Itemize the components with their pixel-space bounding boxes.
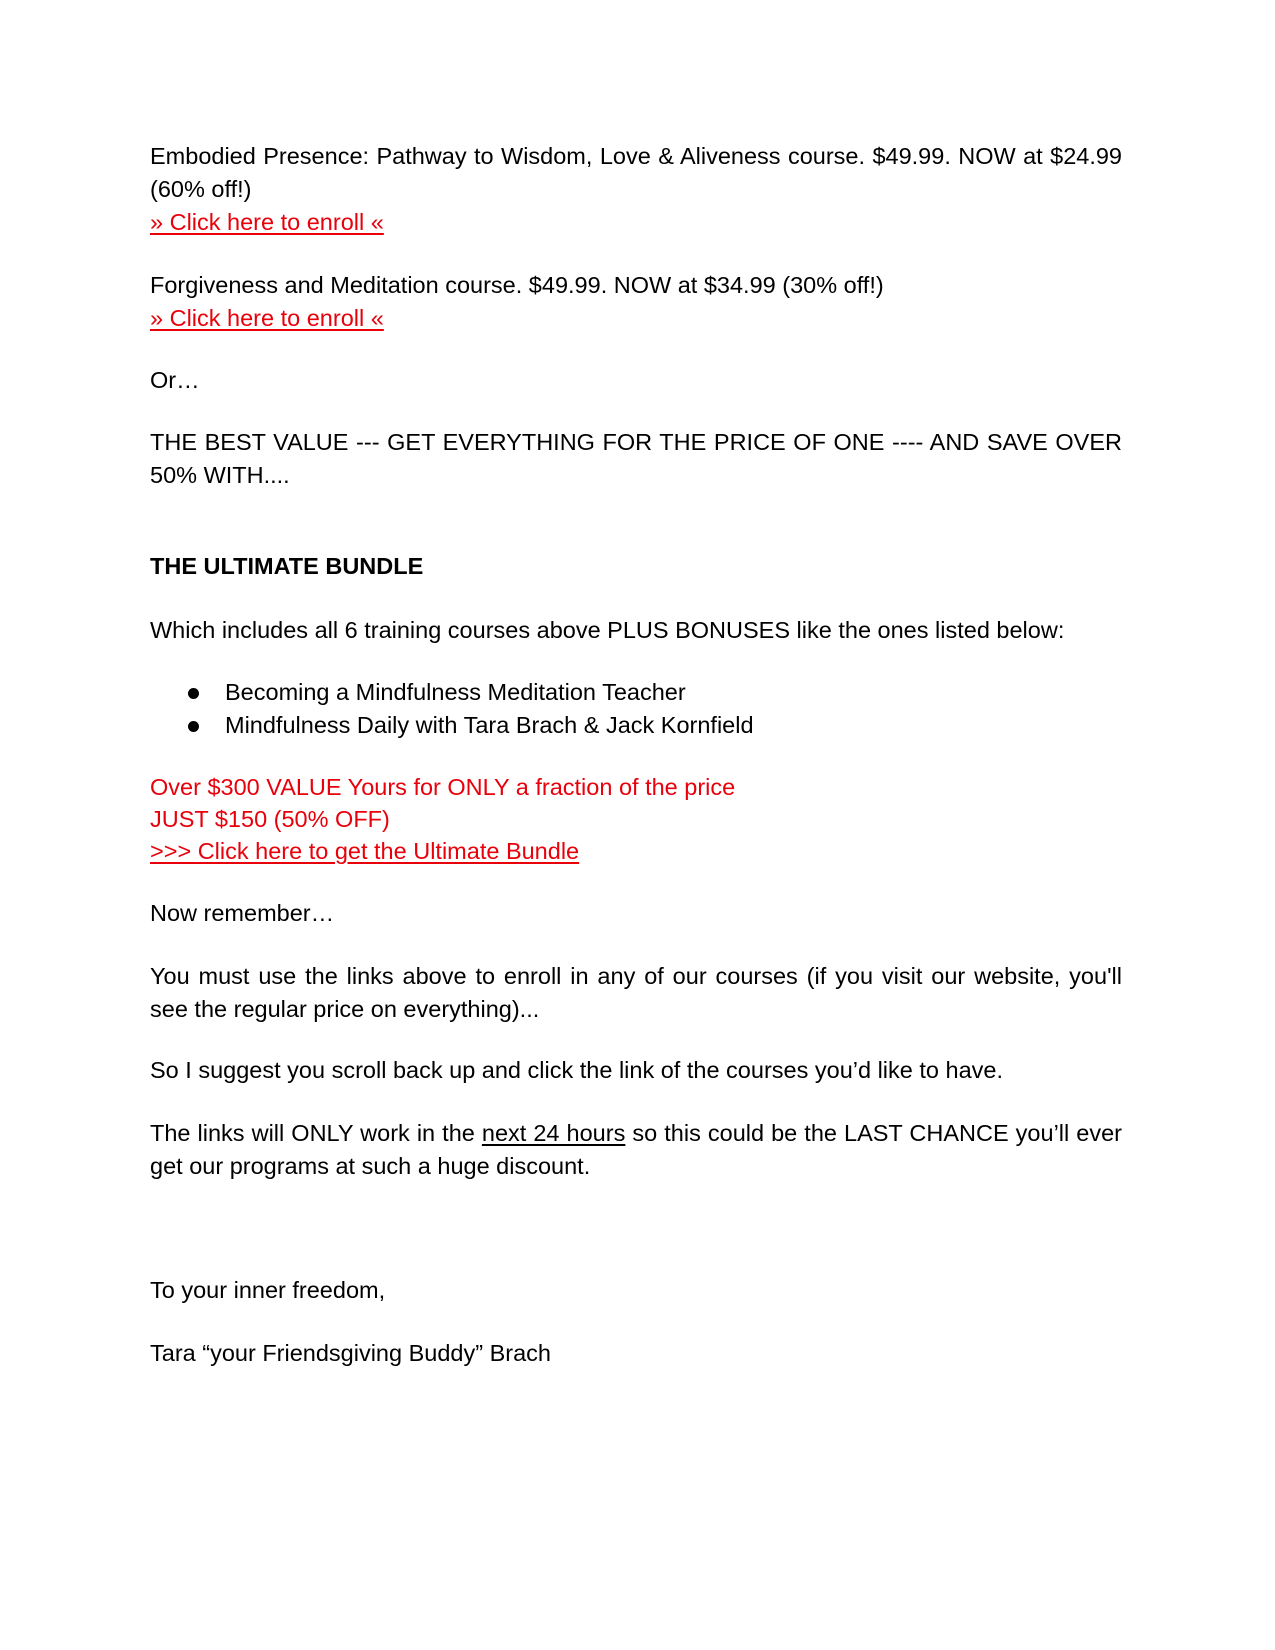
course-2-enroll-link[interactable]: » Click here to enroll «	[150, 305, 384, 331]
deadline-text-before: The links will ONLY work in the	[150, 1120, 482, 1146]
bonus-list	[150, 676, 1122, 742]
bullet-icon	[188, 688, 199, 699]
or-text: Or…	[150, 367, 200, 393]
bundle-link-paragraph	[150, 835, 1122, 868]
course-2-description: Forgiveness and Meditation course. $49.99. NOW at $34.99 (30% off!)	[150, 272, 884, 298]
course-2-enroll-paragraph	[150, 302, 1122, 335]
course-1-description: Embodied Presence: Pathway to Wisdom, Love & Aliveness course. $49.99. NOW at $24.99 (60% off!)	[150, 143, 1122, 202]
course-1-enroll-link[interactable]: » Click here to enroll «	[150, 209, 384, 235]
bullet-icon	[188, 721, 199, 732]
bonus-label: Mindfulness Daily with Tara Brach & Jack Kornfield	[225, 712, 754, 738]
deadline-emphasis: next 24 hours	[481, 1120, 626, 1146]
remember-text: Now remember…	[150, 900, 335, 926]
bonus-label: Becoming a Mindfulness Meditation Teacher	[225, 679, 686, 705]
signature-text: Tara “your Friendsgiving Buddy” Brach	[150, 1340, 551, 1366]
deadline-text-after: so this could be the LAST CHANCE you’ll ever get our programs at such a huge discount.	[150, 1120, 1123, 1179]
best-value-text: THE BEST VALUE --- GET EVERYTHING FOR THE PRICE OF ONE ---- AND SAVE OVER 50% WITH....	[150, 429, 1122, 488]
deadline-text	[150, 1117, 1122, 1183]
bundle-price-line: JUST $150 (50% OFF)	[150, 806, 390, 832]
course-1-enroll-paragraph	[150, 206, 1122, 239]
list-item	[150, 676, 1122, 709]
bundle-title: THE ULTIMATE BUNDLE	[150, 553, 424, 579]
closing-text: To your inner freedom,	[150, 1277, 386, 1303]
list-item	[150, 709, 1122, 742]
ultimate-bundle-link[interactable]: >>> Click here to get the Ultimate Bundle	[150, 838, 580, 864]
bundle-value-line: Over $300 VALUE Yours for ONLY a fraction of the price	[150, 774, 736, 800]
links-note-text: You must use the links above to enroll in any of our courses (if you visit our website, you'll see the regular price on everything)...	[150, 963, 1122, 1022]
suggest-text: So I suggest you scroll back up and click the link of the courses you’d like to have.	[150, 1057, 1003, 1083]
bundle-intro: Which includes all 6 training courses above PLUS BONUSES like the ones listed below:	[150, 617, 1065, 643]
